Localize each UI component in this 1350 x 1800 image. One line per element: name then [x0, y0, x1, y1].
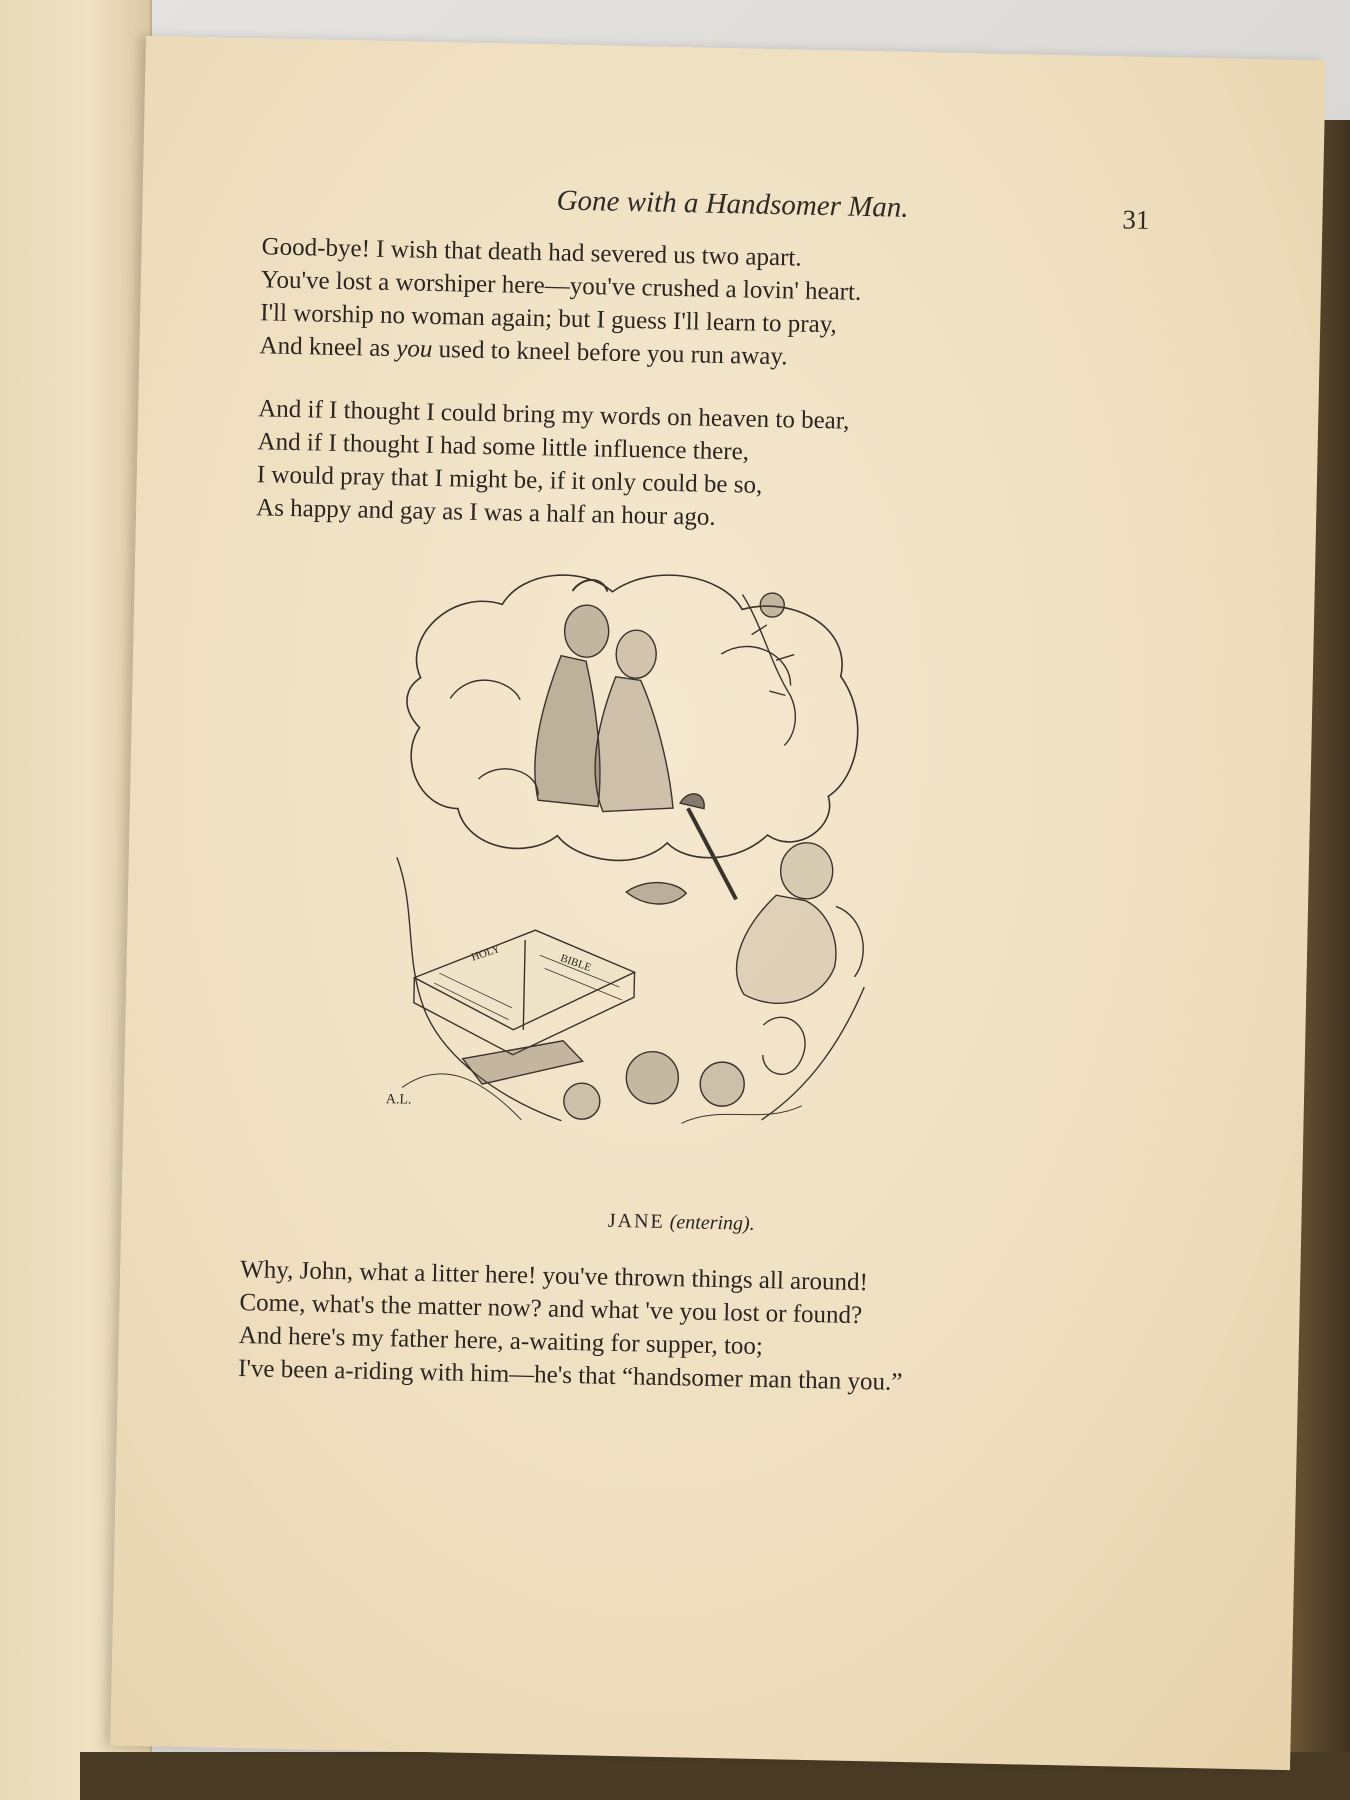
verse-line: You've lost a worshiper here—you've crushed a lovin' heart.	[260, 266, 862, 306]
book-page	[110, 36, 1326, 1770]
verse-line: Come, what's the matter now? and what 've you lost or found?	[239, 1289, 863, 1330]
engraving-illustration	[381, 557, 879, 1149]
verse-line: Good-bye! I wish that death had severed us two apart.	[261, 233, 802, 272]
verse-line: I'll worship no woman again; but I guess I'll learn to pray,	[259, 299, 838, 339]
verse-line: And here's my father here, a-waiting for supper, too;	[238, 1322, 764, 1361]
bible-label-bottom: BIBLE	[558, 952, 593, 974]
stage-direction: (entering).	[669, 1211, 755, 1235]
stanza-1	[259, 230, 862, 375]
bible-label-top: HOLY	[469, 942, 502, 964]
verse-line: And if I thought I could bring my words on heaven to bear,	[257, 395, 850, 435]
stanza-2	[256, 392, 850, 536]
running-head: Gone with a Handsomer Man.	[556, 184, 909, 224]
page-number: 31	[1122, 204, 1150, 235]
verse-line: I've been a-riding with him—he's that “handsomer man than you.”	[237, 1355, 903, 1396]
speaker-name: JANE	[607, 1209, 665, 1233]
stanza-3	[238, 1253, 905, 1399]
speaker-heading	[531, 1208, 831, 1237]
verse-line-with-emphasis: And kneel as you used to kneel before you run away.	[259, 332, 788, 371]
emphasis-word: you	[396, 335, 433, 363]
verse-line: I would pray that I might be, if it only could be so,	[256, 461, 763, 499]
engraver-signature: A.L.	[385, 1092, 412, 1108]
verse-line: And if I thought I had some little influence there,	[257, 428, 750, 466]
verse-line: Why, John, what a litter here! you've thrown things all around!	[239, 1256, 869, 1297]
verse-line: As happy and gay as I was a half an hour ago.	[255, 494, 716, 531]
